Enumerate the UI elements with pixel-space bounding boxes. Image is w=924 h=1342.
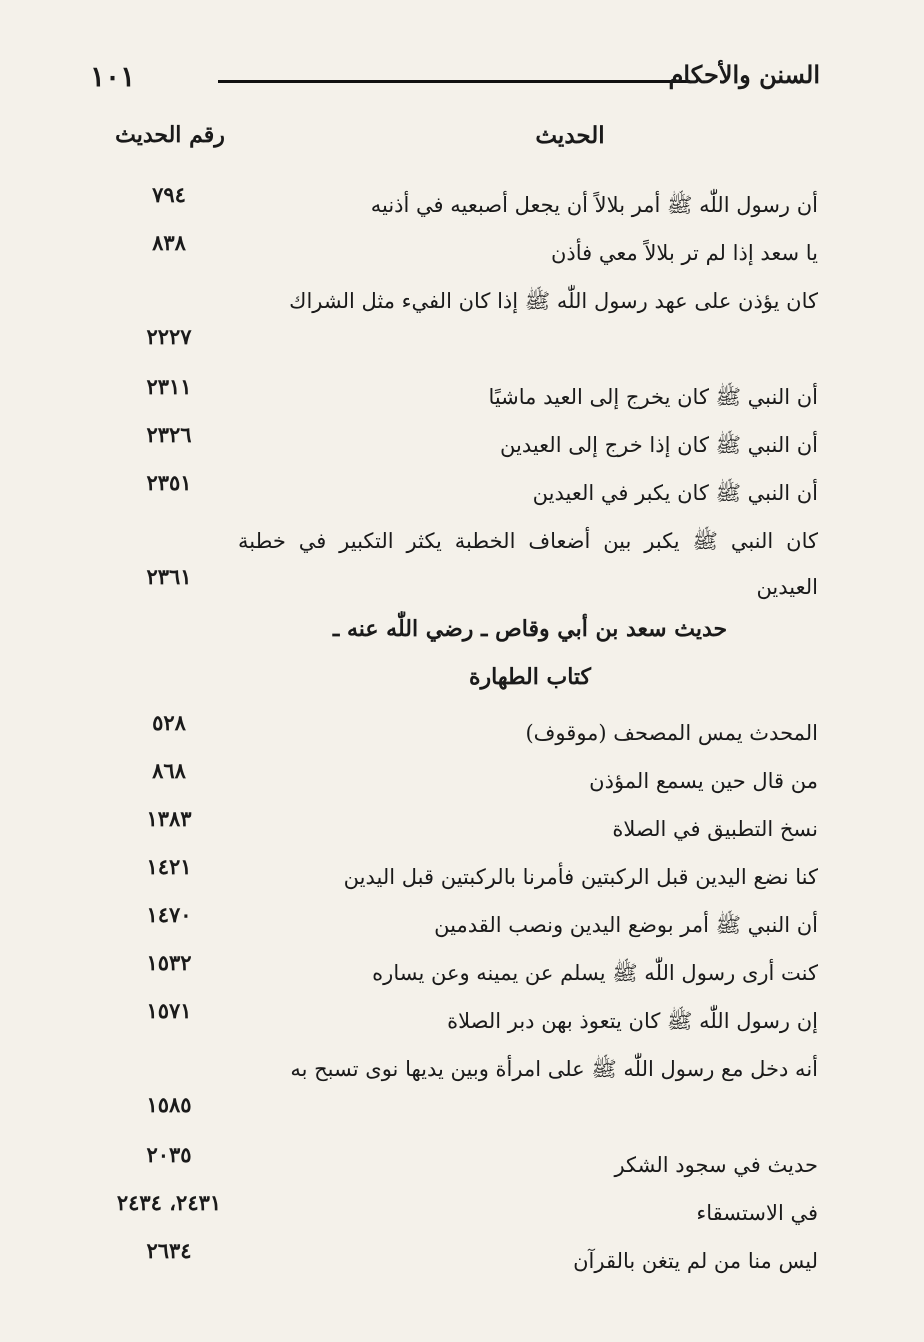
hadith-text: كنت أرى رسول اللّٰه ﷺ يسلم عن يمينه وعن يساره — [372, 961, 818, 985]
hadith-text: إن رسول اللّٰه ﷺ كان يتعوذ بهن دبر الصلاة — [447, 1009, 818, 1033]
index-row — [0, 800, 924, 848]
hadith-number: ٨٣٨ — [152, 230, 186, 255]
hadith-text: أن رسول اللّٰه ﷺ أمر بلالاً أن يجعل أصبعيه في أذنيه — [370, 193, 818, 217]
page-number: ١٠١ — [90, 60, 136, 93]
hadith-number: ١٥٨٥ — [146, 1092, 192, 1117]
chapter-title-label: كتاب الطهارة — [468, 664, 592, 690]
hadith-text: أن النبي ﷺ كان إذا خرج إلى العيدين — [499, 433, 818, 457]
index-row — [0, 1136, 924, 1184]
running-header — [80, 60, 820, 104]
hadith-text: ليس منا من لم يتغن بالقرآن — [573, 1249, 818, 1273]
hadith-text: أن النبي ﷺ أمر بوضع اليدين ونصب القدمين — [434, 913, 818, 937]
hadith-text: المحدث يمس المصحف (موقوف) — [525, 721, 818, 745]
hadith-number: ٧٩٤ — [152, 182, 186, 207]
column-headings — [0, 122, 924, 162]
hadith-number: ١٤٧٠ — [146, 902, 192, 927]
index-row — [0, 416, 924, 464]
hadith-number: ٢٣٦١ — [146, 564, 192, 589]
hadith-text: كان النبي ﷺ يكبر بين أضعاف الخطبة يكثر التكبير في خطبة العيدين — [238, 529, 818, 599]
hadith-text: نسخ التطبيق في الصلاة — [612, 817, 818, 841]
hadith-number: ١٣٨٣ — [146, 806, 192, 831]
index-row — [0, 848, 924, 896]
hadith-number: ١٥٣٢ — [146, 950, 192, 975]
hadith-number: ٢٦٣٤ — [146, 1238, 192, 1263]
hadith-number: ٢٢٢٧ — [146, 324, 192, 349]
index-row — [0, 944, 924, 992]
book-title: السنن والأحكام — [668, 60, 820, 89]
index-row — [0, 1184, 924, 1232]
hadith-number: ٨٦٨ — [152, 758, 186, 783]
section-title — [0, 608, 924, 656]
hadith-text: حديث في سجود الشكر — [614, 1153, 818, 1177]
index-row — [0, 896, 924, 944]
hadith-text: كنا نضع اليدين قبل الركبتين فأمرنا بالركبتين قبل اليدين — [343, 865, 818, 889]
hadith-text: أن النبي ﷺ كان يخرج إلى العيد ماشيًا — [488, 385, 818, 409]
hadith-text: كان يؤذن على عهد رسول اللّٰه ﷺ إذا كان الفيء مثل الشراك — [289, 289, 818, 313]
hadith-number: ١٤٢١ — [146, 854, 192, 879]
index-row — [0, 272, 924, 368]
index-row — [0, 464, 924, 512]
index-row — [0, 1232, 924, 1280]
hadith-text: أنه دخل مع رسول اللّٰه ﷺ على امرأة وبين يديها نوى تسبح به — [290, 1057, 818, 1081]
column-heading-number: رقم الحديث — [115, 122, 225, 148]
index-row — [0, 176, 924, 224]
hadith-index — [0, 176, 924, 1280]
index-row — [0, 1040, 924, 1136]
index-row — [0, 224, 924, 272]
header-rule — [218, 80, 690, 83]
hadith-number: ٢٣١١ — [146, 374, 192, 399]
hadith-text: أن النبي ﷺ كان يكبر في العيدين — [532, 481, 818, 505]
index-row — [0, 512, 924, 608]
hadith-number: ٢٣٥١ — [146, 470, 192, 495]
index-row — [0, 992, 924, 1040]
hadith-number: ١٥٧١ — [146, 998, 192, 1023]
hadith-text: في الاستسقاء — [696, 1201, 818, 1225]
hadith-number: ٢٠٣٥ — [146, 1142, 192, 1167]
index-row — [0, 368, 924, 416]
index-row — [0, 752, 924, 800]
chapter-title — [0, 656, 924, 704]
index-row — [0, 704, 924, 752]
column-heading-hadith: الحديث — [535, 122, 605, 149]
hadith-number: ٢٤٣١، ٢٤٣٤ — [116, 1190, 222, 1215]
hadith-number: ٥٢٨ — [152, 710, 186, 735]
section-title-label: حديث سعد بن أبي وقاص ـ رضي اللّٰه عنه ـ — [332, 616, 728, 642]
hadith-text: من قال حين يسمع المؤذن — [589, 769, 818, 793]
hadith-text: يا سعد إذا لم تر بلالاً معي فأذن — [551, 241, 818, 265]
hadith-number: ٢٣٢٦ — [146, 422, 192, 447]
